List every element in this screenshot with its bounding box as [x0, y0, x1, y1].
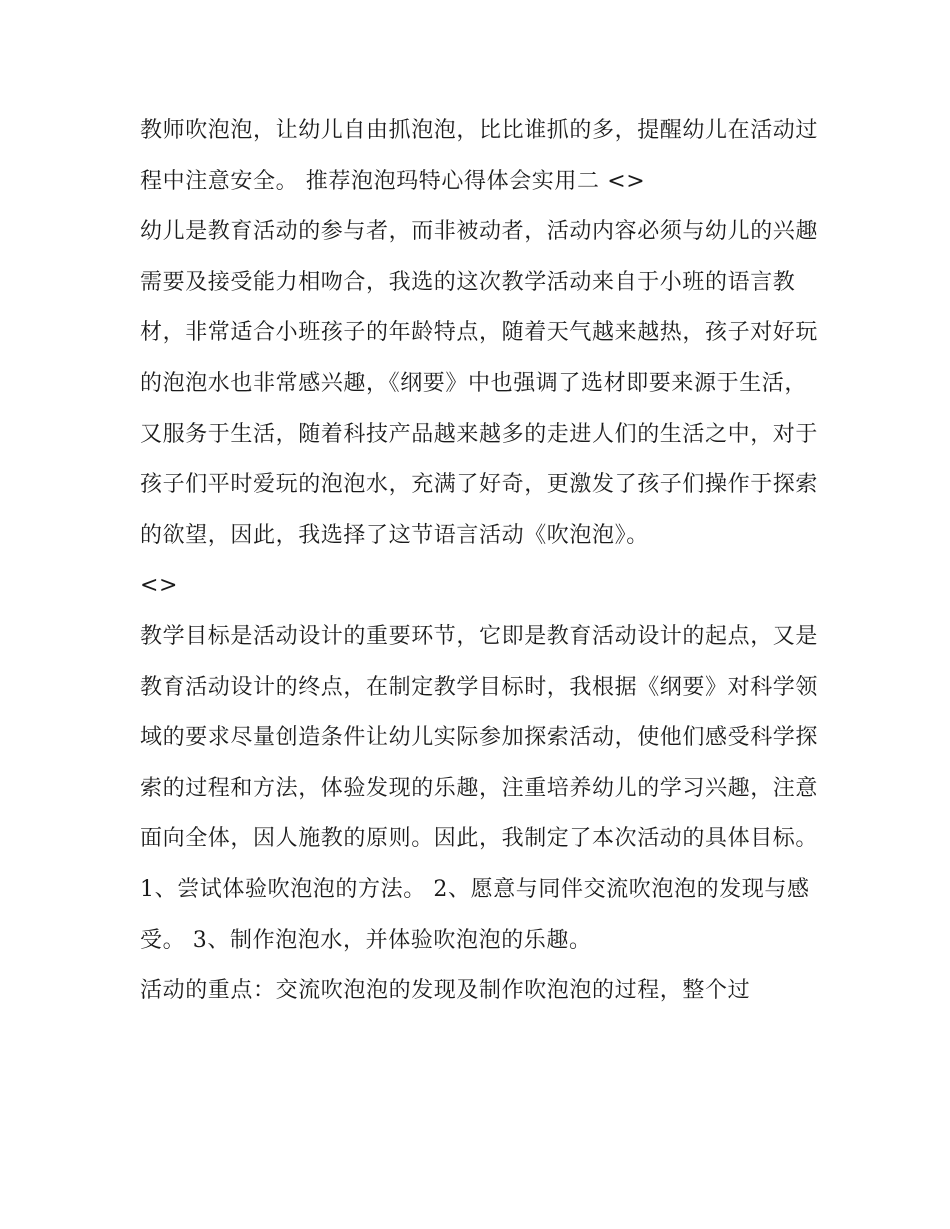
paragraph-teaching-goals: 教学目标是活动设计的重要环节，它即是教育活动设计的起点，又是教育活动设计的终点，在制定教学目标时，我根据《纲要》对科学领域的要求尽量创造条件让幼儿实际参加探索活动，使他们感受科学探索的过程和方法，体验发现的乐趣，注重培养幼儿的学习兴趣，注意面向全体，因人施教的原则。因此，我制定了本次活动的具体目标。 1、尝试体验吹泡泡的方法。 2、愿意与同伴交流吹泡泡的发现与感受。 3、制作泡泡水，并体验吹泡泡的乐趣。 [140, 623, 826, 953]
document-body [140, 106, 826, 1017]
paragraph-section-marker: <> [140, 573, 179, 599]
paragraph-activity-rationale: 幼儿是教育活动的参与者，而非被动者，活动内容必须与幼儿的兴趣需要及接受能力相吻合，我选的这次教学活动来自于小班的语言教材，非常适合小班孩子的年龄特点，随着天气越来越热，孩子对好玩的泡泡水也非常感兴趣，《纲要》中也强调了选材即要来源于生活，又服务于生活，随着科技产品越来越多的走进人们的生活之中，对于孩子们平时爱玩的泡泡水，充满了好奇，更激发了孩子们操作于探索的欲望，因此，我选择了这节语言活动《吹泡泡》。 [140, 219, 819, 548]
paragraph-intro-activity: 教师吹泡泡，让幼儿自由抓泡泡，比比谁抓的多，提醒幼儿在活动过程中注意安全。 推荐泡泡玛特心得体会实用二 <> [140, 118, 819, 194]
paragraph-activity-focus: 活动的重点：交流吹泡泡的发现及制作吹泡泡的过程，整个过 [140, 978, 751, 1004]
